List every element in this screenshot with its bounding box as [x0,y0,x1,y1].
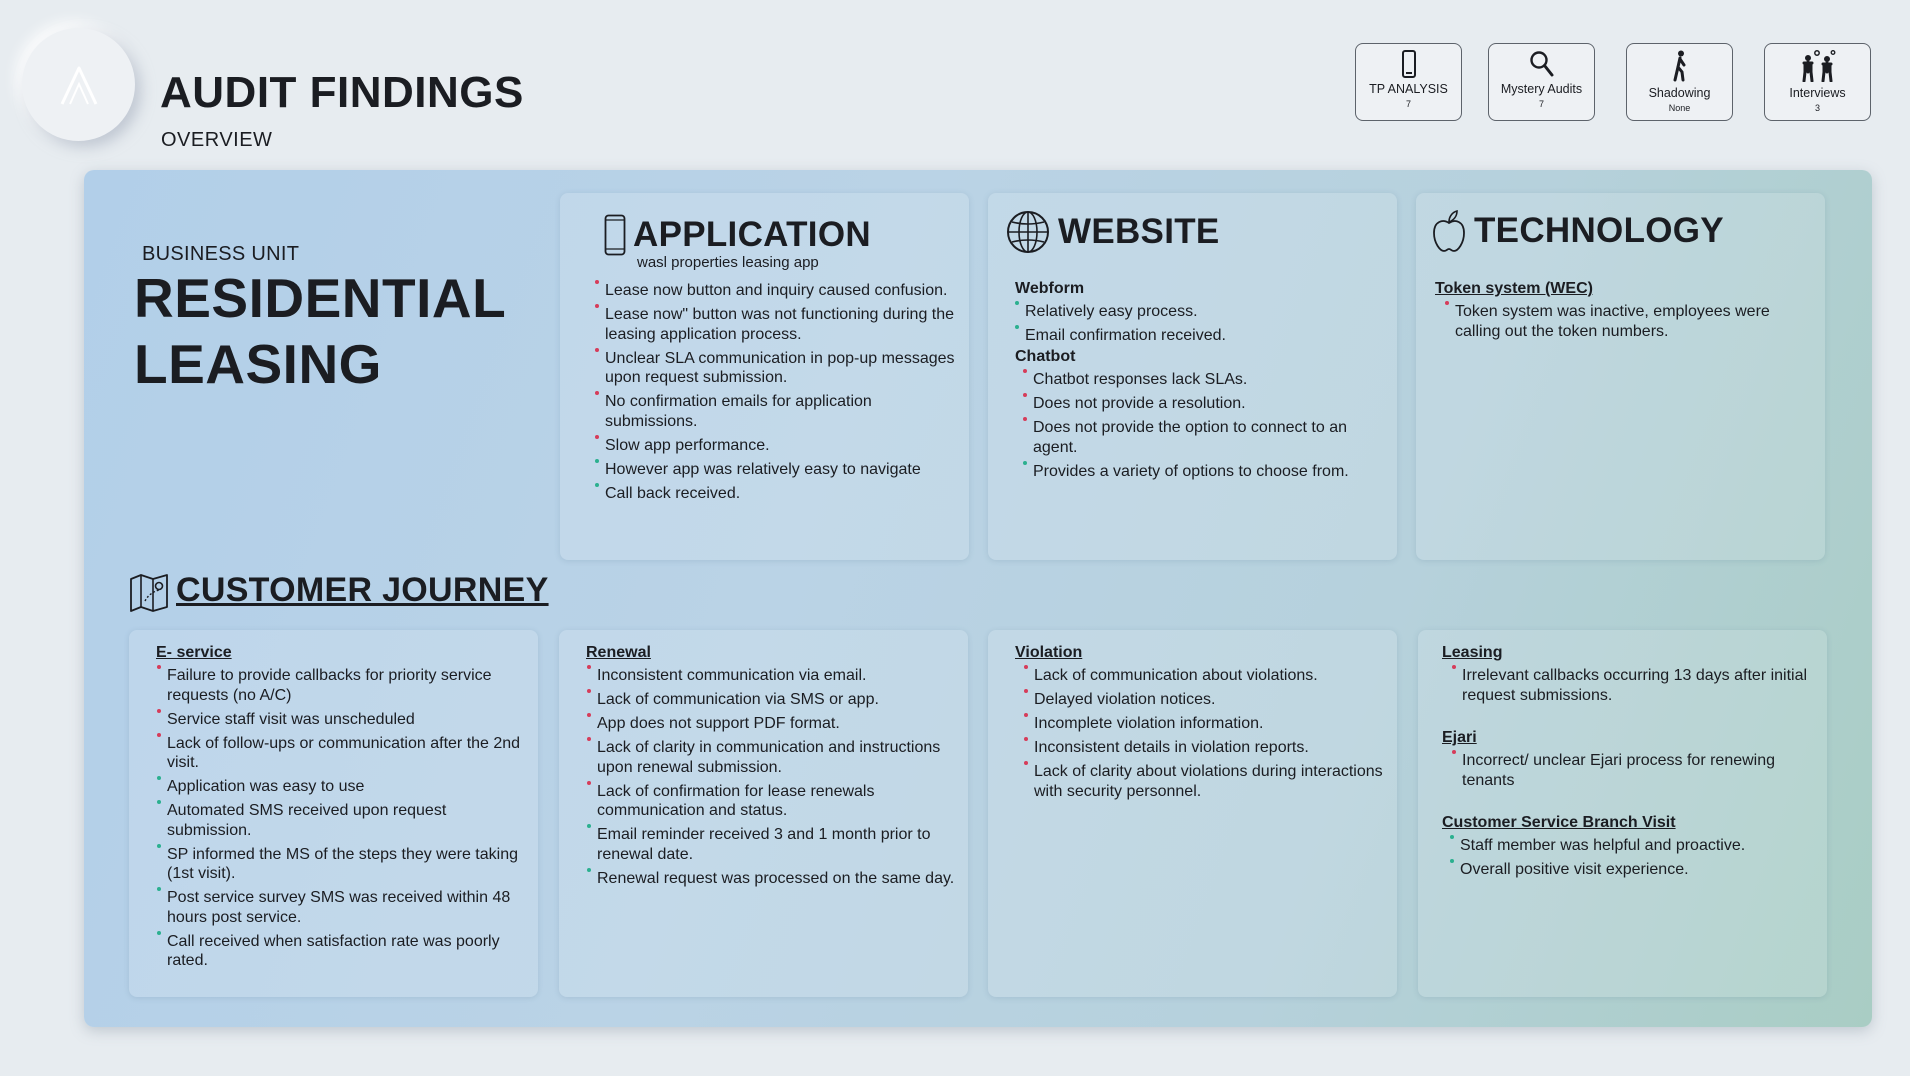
finding-item: App does not support PDF format. [587,714,956,734]
method-count: 7 [1538,99,1544,109]
ejari-findings-list [1452,751,1812,790]
application-findings-list [595,281,955,508]
finding-item: Delayed violation notices. [1024,690,1385,710]
method-tp-analysis[interactable] [1355,43,1462,121]
business-unit-label: BUSINESS UNIT [142,243,300,265]
finding-item: Incorrect/ unclear Ejari process for renewing tenants [1452,751,1812,790]
finding-item: Lack of confirmation for lease renewals communication and status. [587,782,956,821]
chatbot-heading: Chatbot [1015,348,1076,365]
business-unit-name-line2: LEASING [134,333,382,395]
chatbot-findings-list [1023,370,1387,481]
technology-title: TECHNOLOGY [1474,211,1724,250]
two-people-talking-icon [1800,50,1836,82]
finding-item: Service staff visit was unscheduled [157,710,526,730]
application-title: APPLICATION [633,215,871,254]
application-card [560,193,969,560]
finding-item: Slow app performance. [595,436,955,456]
technology-card [1416,193,1825,560]
finding-item: Staff member was helpful and proactive. [1450,836,1812,856]
business-unit-name [134,265,506,397]
method-label: TP ANALYSIS [1369,82,1448,96]
finding-item: Lack of clarity in communication and instructions upon renewal submission. [587,738,956,777]
map-icon [129,573,169,613]
violation-heading: Violation [1015,644,1083,661]
finding-item: Lack of communication about violations. [1024,666,1385,686]
walking-person-icon [1670,50,1690,82]
method-interviews[interactable] [1764,43,1871,121]
eservice-findings-list [157,666,526,971]
finding-item: Lease now button and inquiry caused confusion. [595,281,955,301]
ejari-heading: Ejari [1442,729,1477,746]
finding-item: Failure to provide callbacks for priority service requests (no A/C) [157,666,526,705]
mobile-phone-icon [604,214,626,256]
renewal-heading: Renewal [586,644,651,661]
renewal-card [559,630,968,997]
globe-icon [1006,210,1050,254]
method-count: 3 [1814,103,1820,113]
finding-item: Provides a variety of options to choose from. [1023,462,1387,482]
page-subtitle: OVERVIEW [161,129,273,151]
branch-visit-findings-list [1450,836,1812,880]
website-card [988,193,1397,560]
method-label: Interviews [1789,86,1846,100]
leasing-heading: Leasing [1442,644,1503,661]
finding-item: Renewal request was processed on the same day. [587,869,956,889]
finding-item: Email confirmation received. [1015,326,1387,346]
apple-logo-icon [1431,209,1467,253]
method-mystery-audits[interactable] [1488,43,1595,121]
finding-item: Automated SMS received upon request submission. [157,801,526,840]
violation-findings-list [1024,666,1385,801]
page-title: AUDIT FINDINGS [160,68,524,117]
method-label: Shadowing [1648,86,1711,100]
finding-item: Lack of follow-ups or communication after the 2nd visit. [157,734,526,773]
application-subtitle: wasl properties leasing app [637,254,819,271]
finding-item: Chatbot responses lack SLAs. [1023,370,1387,390]
webform-heading: Webform [1015,280,1085,297]
magnifier-icon [1529,50,1555,78]
finding-item: Overall positive visit experience. [1450,860,1812,880]
finding-item: Inconsistent communication via email. [587,666,956,686]
method-count: None [1668,103,1691,113]
finding-item: No confirmation emails for application submissions. [595,392,955,431]
finding-item: Call back received. [595,484,955,504]
finding-item: Relatively easy process. [1015,302,1387,322]
method-count: 7 [1405,99,1411,109]
website-title: WEBSITE [1058,212,1220,251]
finding-item: SP informed the MS of the steps they were taking (1st visit). [157,845,526,884]
finding-item: Does not provide a resolution. [1023,394,1387,414]
branch-visit-heading: Customer Service Branch Visit [1442,814,1676,831]
business-unit-name-line1: RESIDENTIAL [134,267,507,329]
finding-item: Lack of communication via SMS or app. [587,690,956,710]
customer-journey-heading: CUSTOMER JOURNEY [176,571,549,609]
eservice-card [129,630,538,997]
violation-card [988,630,1397,997]
webform-findings-list [1015,302,1387,346]
finding-item: Does not provide the option to connect to an agent. [1023,418,1387,457]
finding-item: Irrelevant callbacks occurring 13 days after initial request submissions. [1452,666,1812,705]
leasing-findings-list [1452,666,1812,705]
finding-item: Incomplete violation information. [1024,714,1385,734]
method-shadowing[interactable] [1626,43,1733,121]
finding-item: Unclear SLA communication in pop-up messages upon request submission. [595,349,955,388]
brand-logo [22,28,135,141]
finding-item: Lack of clarity about violations during interactions with security personnel. [1024,762,1385,801]
finding-item: Email reminder received 3 and 1 month prior to renewal date. [587,825,956,864]
finding-item: Post service survey SMS was received within 48 hours post service. [157,888,526,927]
method-label: Mystery Audits [1500,82,1583,96]
token-system-heading: Token system (WEC) [1435,280,1593,297]
eservice-heading: E- service [156,644,232,661]
phone-icon [1401,50,1417,78]
finding-item: Call received when satisfaction rate was poorly rated. [157,932,526,971]
finding-item: However app was relatively easy to navigate [595,460,955,480]
leasing-card [1418,630,1827,997]
finding-item: Inconsistent details in violation reports. [1024,738,1385,758]
finding-item: Token system was inactive, employees were calling out the token numbers. [1445,302,1807,341]
finding-item: Application was easy to use [157,777,526,797]
renewal-findings-list [587,666,956,888]
finding-item: Lease now" button was not functioning during the leasing application process. [595,305,955,344]
brand-a-logo-icon [54,60,104,110]
token-system-findings-list [1445,302,1807,341]
